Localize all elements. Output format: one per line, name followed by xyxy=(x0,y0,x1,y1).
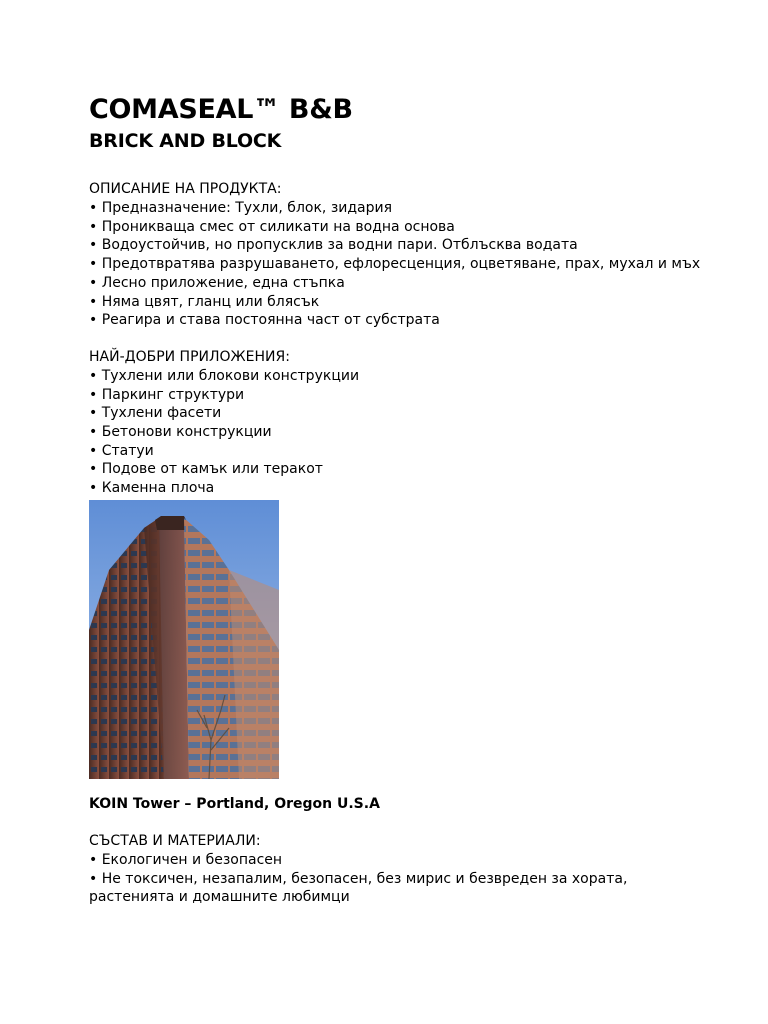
composition-list xyxy=(89,851,689,907)
list-item: • Екологичен и безопасен xyxy=(89,851,283,868)
list-item: • Тухлени или блокови конструкции xyxy=(89,367,360,384)
document-page xyxy=(89,92,701,907)
tower-crown xyxy=(155,516,187,530)
list-item: • Каменна плоча xyxy=(89,480,215,497)
list-item: • Проникваща смес от силикати на водна основа xyxy=(89,218,455,235)
list-item: • Предназначение: Тухли, блок, зидария xyxy=(89,200,393,216)
list-item: • Бетонови конструкции xyxy=(89,424,272,441)
document-title: COMASEAL™ B&B xyxy=(89,94,353,125)
applications-list xyxy=(89,367,689,498)
list-item: • Водоустойчив, но пропусклив за водни пари. Отблъсква водата xyxy=(89,237,578,254)
list-item: • Статуи xyxy=(89,442,154,459)
list-item: • Подове от камък или теракот xyxy=(89,461,323,478)
list-item: • Тухлени фасети xyxy=(89,405,222,422)
list-item: • Не токсичен, незапалим, безопасен, без мирис и безвреден за хората, растенията и домашните любимци xyxy=(89,870,628,906)
document-subtitle: BRICK AND BLOCK xyxy=(89,130,282,152)
description-heading: ОПИСАНИЕ НА ПРОДУКТА: xyxy=(89,181,282,197)
list-item: • Няма цвят, гланц или блясък xyxy=(89,293,320,310)
composition-heading: СЪСТАВ И МАТЕРИАЛИ: xyxy=(89,832,261,849)
list-item: • Лесно приложение, една стъпка xyxy=(89,274,345,291)
photo-caption: KOIN Tower – Portland, Oregon U.S.A xyxy=(89,795,380,812)
koin-tower-photo xyxy=(89,500,279,779)
list-item: • Паркинг структури xyxy=(89,386,245,403)
applications-heading: НАЙ-ДОБРИ ПРИЛОЖЕНИЯ: xyxy=(89,348,290,365)
list-item: • Реагира и става постоянна част от субстрата xyxy=(89,312,440,329)
description-list xyxy=(89,199,701,330)
list-item: • Предотвратява разрушаването, ефлоресценция, оцветяване, прах, мухал и мъх xyxy=(89,256,701,273)
